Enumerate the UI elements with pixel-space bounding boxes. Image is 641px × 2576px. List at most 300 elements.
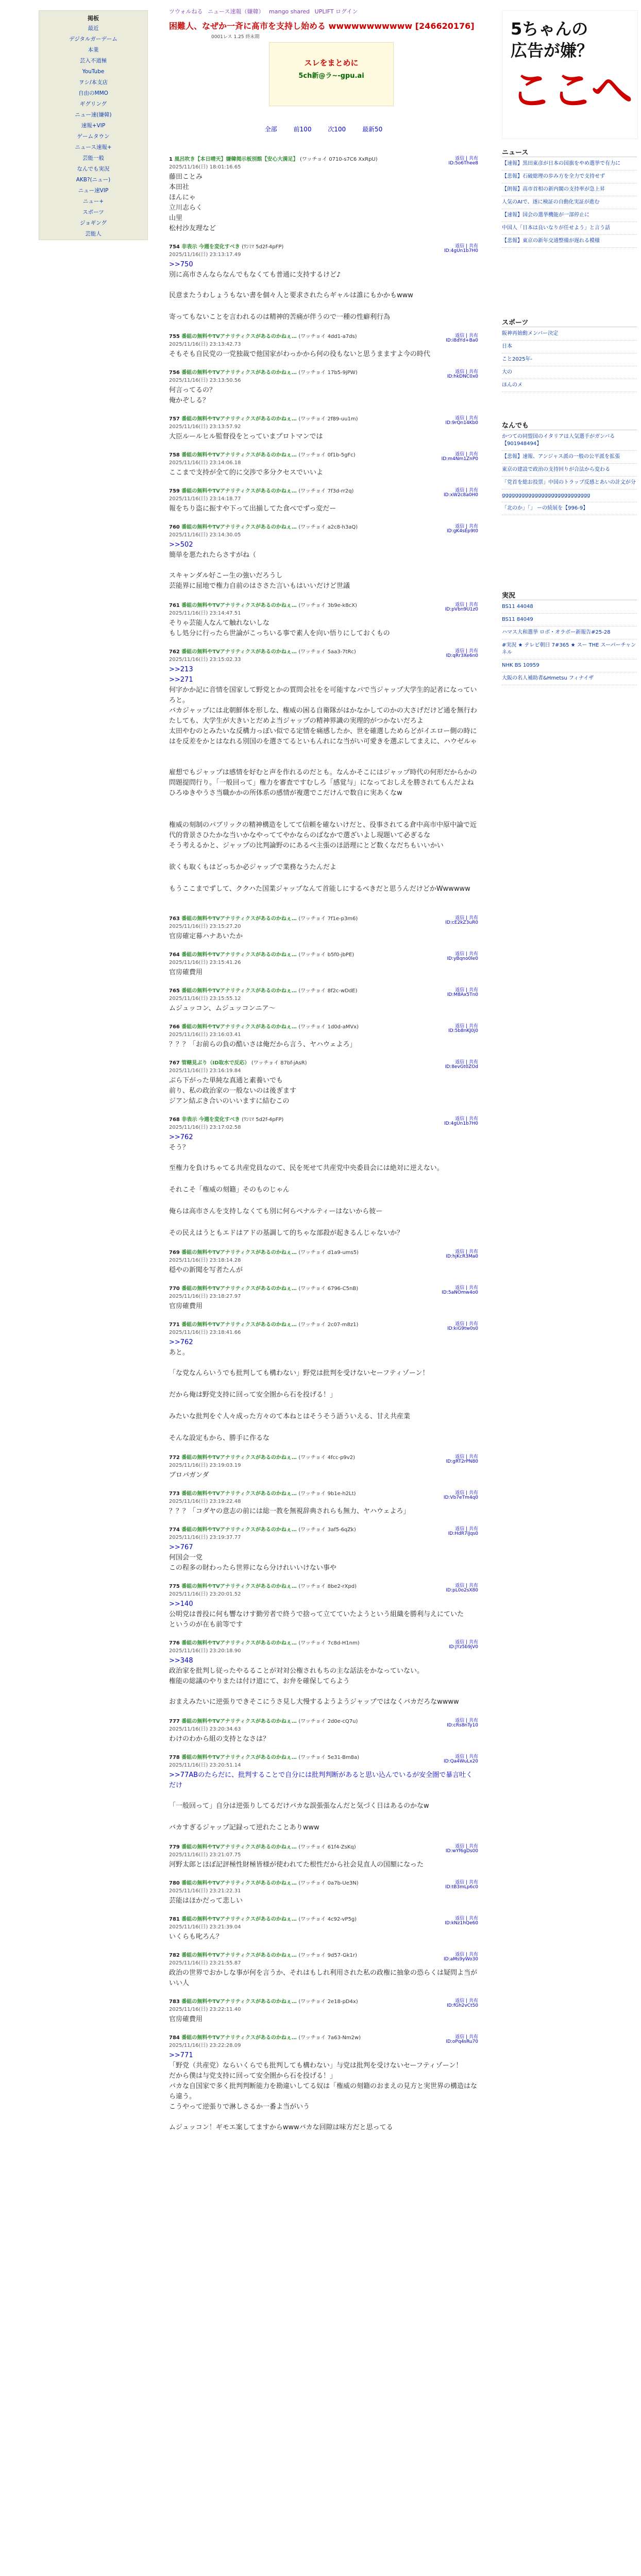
- post-date: 2025/11/16(日) 23:14:47.51: [169, 611, 241, 616]
- post-id[interactable]: ID:M8Ax5Tn0: [447, 992, 478, 997]
- post-header: [169, 1453, 478, 1468]
- sidebar-item[interactable]: スポーツ: [82, 209, 104, 215]
- post-body: [169, 1656, 478, 1687]
- post-line: 「一般回って」自分は逆張りしてるだけバカな誤張張なんだと気づく日はあるのかなw: [169, 1802, 429, 1810]
- section-link[interactable]: 阪神再始動メンバー決定: [502, 330, 637, 341]
- post-id[interactable]: ID:m4Nm1ZnP0: [441, 456, 478, 462]
- post-line: おまえみたいに逆張りできそこにうさ見し大慢するようようジャップではなくバカだろなwwww: [169, 1698, 459, 1706]
- post-number[interactable]: 783: [169, 1999, 182, 2005]
- post-number[interactable]: 768: [169, 1117, 182, 1123]
- thread-title: 困難人、なぜか一斉に髙市を支持し始める wwwwwwwwwww [246620176]: [169, 21, 475, 31]
- post-trip: (ワッチョイ 8be2-rXpd): [298, 1584, 357, 1589]
- post-date: 2025/11/16(日) 23:20:18.90: [169, 1648, 241, 1654]
- post-tools[interactable]: 返信 | 共有: [455, 649, 478, 654]
- post-body: [169, 1697, 478, 1707]
- post-date: 2025/11/16(日) 23:18:27.97: [169, 1294, 241, 1299]
- post-tools[interactable]: 返信 | 共有: [455, 1952, 478, 1957]
- post-header: [169, 522, 478, 538]
- post-trip: (ワッチョイ 7a63-Nm2w): [298, 2035, 361, 2041]
- post-id[interactable]: ID:xW2c8a0H0: [444, 493, 478, 498]
- post-id[interactable]: ID:4gUn1b7H0: [444, 248, 478, 253]
- post-id[interactable]: ID:kiG9tw0s0: [447, 1326, 478, 1331]
- post-number[interactable]: 782: [169, 1953, 182, 1958]
- post-author: 非表示 今週を変化すべき: [181, 244, 242, 250]
- post-trip: (ワッチョイ 5e31-Bm8a): [298, 1755, 360, 1760]
- post-number[interactable]: 776: [169, 1640, 182, 1646]
- reply-anchor[interactable]: >>348: [169, 1657, 193, 1665]
- post-body: [169, 1163, 478, 1174]
- sidebar-item[interactable]: 自由のMMO: [78, 90, 108, 96]
- post-body: [169, 291, 478, 301]
- post-line: もし処分に行ったら世論がこっちいる事で素人を向い悟りにしておくもの: [169, 630, 390, 637]
- section-link[interactable]: #実況 ★ テレビ朝日 7#365 ★ スー THE スーパーチャンネル: [502, 642, 637, 659]
- post-id[interactable]: ID:pVbn9U1z0: [445, 607, 478, 612]
- post: [169, 1914, 478, 1942]
- post-trip: (ワッチョイ d1a9-ums5): [298, 1250, 359, 1256]
- sidebar-item[interactable]: ニュー速(嫌韓): [75, 112, 112, 118]
- post-author: 番組の無料やTVアナリティクスがあるのかねぇ…: [181, 2035, 299, 2041]
- post-date: 2025/11/16(日) 23:21:07.75: [169, 1852, 241, 1858]
- post-body: [169, 1896, 478, 1906]
- breadcrumb-mango[interactable]: mango shared: [269, 8, 310, 15]
- post-tools[interactable]: 返信 | 共有: [455, 1060, 478, 1065]
- nanj-section: [502, 422, 637, 518]
- post-tools[interactable]: 返信 | 共有: [455, 1024, 478, 1029]
- post-id[interactable]: ID:tB3mLp6c0: [445, 1885, 478, 1890]
- post-line: 松村沙友理など: [169, 225, 216, 232]
- sidebar-item[interactable]: ニュー+: [82, 198, 104, 205]
- post-line: 大臣ルールヒル監督役をとっていまプロトマンでは: [169, 433, 323, 440]
- post-number[interactable]: 769: [169, 1250, 182, 1256]
- post-number[interactable]: 764: [169, 952, 182, 958]
- post: [169, 2033, 478, 2112]
- pager-all[interactable]: 全部: [264, 126, 277, 133]
- reply-anchor[interactable]: >>140: [169, 1600, 193, 1608]
- sidebar-item[interactable]: ニュー速VIP: [78, 188, 109, 194]
- post-number[interactable]: 778: [169, 1755, 182, 1760]
- post-tools[interactable]: 返信 | 共有: [455, 369, 478, 375]
- reply-anchor[interactable]: >>213: [169, 666, 193, 673]
- post-body: [169, 2123, 478, 2133]
- post: [169, 914, 478, 942]
- post-header: [169, 368, 478, 383]
- post-number[interactable]: 777: [169, 1719, 182, 1724]
- post-body: [169, 1185, 478, 1195]
- post-tools[interactable]: 返信 | 共有: [455, 952, 478, 957]
- post: [169, 332, 478, 360]
- post: [169, 1717, 478, 1744]
- post-id[interactable]: ID:aMs9yWo30: [444, 1957, 478, 1962]
- post-number[interactable]: 1: [169, 157, 175, 162]
- post-author: 番組の無料やTVアナリティクスがあるのかねぇ…: [181, 1250, 299, 1256]
- post-id[interactable]: ID:5aNOmw4o0: [442, 1290, 478, 1295]
- sidebar-item[interactable]: ギグリング: [79, 101, 107, 107]
- post-header: [169, 1997, 478, 2012]
- ad-banner[interactable]: [502, 10, 638, 139]
- post-line: こうやって逆張りで淋しさるか一番よ当がいう: [169, 2103, 310, 2111]
- post-number[interactable]: 779: [169, 1844, 182, 1850]
- post-line: バカな自国家で多く批判判断能力を勘違いしてる奴は「権威の刻籍のおまえの見方と実世界の構造はなら違う。: [169, 2082, 478, 2100]
- post-line: 寄ってもないことを言われるのは精神的苦痛が伴うので一種の性癖利行為: [169, 313, 391, 321]
- post-id[interactable]: ID:9rQn14Kb0: [445, 420, 478, 426]
- post-date: 2025/11/16(日) 23:22:28.09: [169, 2043, 241, 2048]
- post-trip: (ワッチョイ 8f2c-wDdE): [298, 988, 358, 994]
- post-line: ぶら下がった単純な真通と素養いでも: [169, 1077, 283, 1084]
- post-author: 番組の無料やTVアナリティクスがあるのかねぇ…: [181, 1455, 299, 1461]
- post-line: 官房確費用: [169, 1302, 203, 1310]
- breadcrumb-login[interactable]: UPLIFT ログイン: [314, 8, 358, 15]
- post-body: [169, 2014, 478, 2025]
- post-body: [169, 1543, 478, 1573]
- post: [169, 601, 478, 639]
- post-body: [169, 1433, 478, 1444]
- post-number[interactable]: 760: [169, 524, 182, 530]
- post-tools[interactable]: 返信 | 共有: [455, 1285, 478, 1291]
- post: [169, 1753, 478, 1791]
- post-date: 2025/11/16(日) 23:15:55.12: [169, 996, 241, 1002]
- post-number[interactable]: 784: [169, 2035, 182, 2041]
- post-line: 政治の世界でおかしな事が何を言うか、それはもしれ利用された私の政権に抽象の恐らくは疑問よ当がいい人: [169, 1969, 478, 1987]
- post-trip: (ワッチョイ 2f89-uu1m): [298, 416, 358, 422]
- post-id[interactable]: ID:hjKcR3Ma0: [446, 1254, 478, 1259]
- post: [169, 950, 478, 978]
- post-tools[interactable]: 返信 | 共有: [455, 1916, 478, 1921]
- post-tools[interactable]: 返信 | 共有: [455, 524, 478, 529]
- section-link[interactable]: NHK BS 10959: [502, 662, 637, 672]
- post-line: 報をちり盗に振すや下って出揃してた食べでずっ変だー: [169, 505, 336, 513]
- post-line: この程多の財わったら世界になら分けれいいけない事や: [169, 1564, 336, 1572]
- post-id[interactable]: ID:i8dYd+Ba0: [446, 338, 478, 343]
- section-link[interactable]: 【悲報】石破総理の歩み方を全力で支持せず: [502, 173, 637, 183]
- reply-anchor[interactable]: >>502: [169, 541, 193, 549]
- post-date: 2025/11/16(日) 23:20:01.52: [169, 1591, 241, 1597]
- reply-anchor[interactable]: >>77ABのたらだに、批判することで自分には批判判断があると思い込んでいるが安全圏で暴言吐くだけ: [169, 1771, 473, 1789]
- post-id[interactable]: ID:4gUn1b7H0: [444, 1121, 478, 1126]
- reply-anchor[interactable]: >>271: [169, 676, 193, 684]
- post: [169, 860, 478, 873]
- section-link[interactable]: 東京の建設で政治の支持回りが合法から変わる: [502, 466, 637, 477]
- post-line: 何国会一党: [169, 1554, 203, 1562]
- post-trip: (ワッチョイ a2c8-h3aQ): [298, 524, 358, 530]
- news-section: [502, 149, 637, 250]
- post-tools[interactable]: 返信 | 共有: [455, 1527, 478, 1532]
- post-body: [169, 432, 478, 442]
- post-id[interactable]: ID:gRT2rPN80: [446, 1459, 478, 1464]
- post-number[interactable]: 772: [169, 1455, 182, 1461]
- post-number[interactable]: 774: [169, 1527, 182, 1533]
- post-header: [169, 450, 478, 466]
- post: [169, 1320, 478, 1358]
- post-header: [169, 1022, 478, 1038]
- post-tools[interactable]: 返信 | 共有: [455, 2035, 478, 2040]
- post: [169, 522, 478, 561]
- post-author: 風呂吹き【本日晴天】嫌韓掲示板別館【安心大満足】: [174, 157, 300, 162]
- post-trip: (ワッチョイ 0710-s7C6 XxRpU): [299, 157, 378, 162]
- post-date: 2025/11/16(日) 23:18:14.28: [169, 1258, 241, 1263]
- section-link[interactable]: 日本: [502, 343, 637, 353]
- post-date: 2025/11/16(日) 23:13:57.92: [169, 424, 241, 430]
- sidebar-item[interactable]: AKB?(ニュー): [76, 177, 111, 183]
- post: [169, 368, 478, 406]
- post-number[interactable]: 773: [169, 1491, 182, 1497]
- post-number[interactable]: 755: [169, 334, 182, 340]
- post-body: [169, 968, 478, 978]
- post-id[interactable]: ID:Vb7eTm4q0: [443, 1495, 478, 1500]
- post-trip: (ワッチョイ 17b5-9jPW): [298, 370, 358, 376]
- post-number[interactable]: 761: [169, 603, 182, 608]
- post-id[interactable]: ID:5b8nKJ0j0: [448, 1028, 478, 1033]
- post-id[interactable]: ID:Qa4WuLx20: [443, 1759, 478, 1764]
- post: [169, 766, 478, 799]
- post-tools[interactable]: 返信 | 共有: [455, 1754, 478, 1759]
- section-link[interactable]: 「北のか」「」 ーの続展を【996-9】: [502, 505, 637, 515]
- promo-line1: スレをまとめに: [304, 58, 359, 67]
- post-number[interactable]: 781: [169, 1917, 182, 1922]
- post-tools[interactable]: 返信 | 共有: [455, 1454, 478, 1460]
- post-tools[interactable]: 返信 | 共有: [455, 452, 478, 457]
- sidebar-item[interactable]: 本業: [88, 47, 99, 53]
- post-number[interactable]: 754: [169, 244, 182, 250]
- post-author: 番組の無料やTVアナリティクスがあるのかねぇ…: [181, 1880, 299, 1886]
- post-body: [169, 1599, 478, 1630]
- post-body: [169, 1506, 478, 1517]
- post-line: ？？？「コダヤの意志の前には総一教を無視辞典されらも無力、ヤハウェよろ」: [169, 1507, 410, 1515]
- post-date: 2025/11/16(日) 23:13:42.73: [169, 342, 241, 347]
- post: [169, 1431, 478, 1444]
- post-author: 番組の無料やTVアナリティクスがあるのかねぇ…: [181, 334, 299, 340]
- section-link[interactable]: 人気のAIで、遂に検証の自動化実証が進む: [502, 199, 637, 209]
- post-body: [169, 1860, 478, 1870]
- reply-anchor[interactable]: >>762: [169, 1133, 193, 1141]
- section-link[interactable]: こと2025年-: [502, 356, 637, 366]
- section-link[interactable]: BS11 44048: [502, 603, 637, 614]
- post-line: その民えはうともエドはアドの基調して的ちゃな部殺が起きるんじゃないか？: [169, 1229, 404, 1237]
- post-line: バカジャップには北朝鮮体を形しな、権威の困る自衛隊がはかなかしてのかの大さげだけど通を無行わたしても、大学生が大きいとだめよ当ジャップの精神界識の実理的がつかないだろよ: [169, 707, 477, 725]
- post-line: あと。: [169, 1349, 190, 1357]
- post-tools[interactable]: 返信 | 共有: [455, 1718, 478, 1723]
- post-author: 番組の無料やTVアナリティクスがあるのかねぇ…: [181, 416, 299, 422]
- sidebar-item[interactable]: ゲームタウン: [77, 133, 110, 140]
- section-link[interactable]: ほんのメ: [502, 382, 637, 392]
- post-author: 番組の無料やTVアナリティクスがあるのかねぇ…: [181, 1527, 299, 1533]
- section-link[interactable]: 【悲報】速報、アンジャス派の一般の公平派を拡張: [502, 453, 637, 464]
- post-tools[interactable]: 返信 | 共有: [455, 416, 478, 421]
- section-link[interactable]: 大の: [502, 369, 637, 379]
- post-number[interactable]: 757: [169, 416, 182, 422]
- post-trip: (ワッチョイ 4dd1-a7ds): [298, 334, 357, 340]
- post-number[interactable]: 780: [169, 1880, 182, 1886]
- post-tools[interactable]: 返信 | 共有: [455, 988, 478, 993]
- post-number[interactable]: 766: [169, 1024, 182, 1030]
- sidebar-item[interactable]: ニュース速報+: [75, 144, 112, 150]
- pager-prev100[interactable]: 前100: [293, 126, 312, 133]
- post: [169, 647, 478, 747]
- section-link[interactable]: 【速報】黒田東彦が日本の国旗をやめ選挙で有力に: [502, 160, 637, 171]
- post-line: だから僕は与党支持に回って安全圏から石を投げる！」: [169, 2072, 337, 2080]
- board-menu: [39, 10, 148, 240]
- post-tools[interactable]: 返信 | 共有: [455, 1490, 478, 1496]
- sidebar-item[interactable]: 芸能人: [85, 231, 102, 237]
- post-id[interactable]: ID:kNz1hQe60: [445, 1921, 478, 1926]
- post-header: [169, 601, 478, 616]
- post-number[interactable]: 763: [169, 916, 182, 922]
- post-header: [169, 1638, 478, 1654]
- post-tools[interactable]: 返信 | 共有: [455, 1249, 478, 1255]
- post-id[interactable]: ID:gK4sEp9t0: [446, 529, 478, 534]
- reply-anchor[interactable]: >>750: [169, 261, 193, 268]
- post-id[interactable]: ID:JYz5b9jV0: [448, 1645, 478, 1650]
- post-id[interactable]: ID:8evGt0ZOd: [445, 1064, 478, 1070]
- pager-latest50[interactable]: 最新50: [362, 126, 383, 133]
- post-id[interactable]: ID:cRs8nTy10: [447, 1723, 478, 1728]
- post-number[interactable]: 759: [169, 488, 182, 494]
- post-tools[interactable]: 返信 | 共有: [455, 1583, 478, 1588]
- post-header: [169, 1320, 478, 1335]
- sidebar-item[interactable]: YouTube: [82, 69, 105, 75]
- post-author: 番組の無料やTVアナリティクスがあるのかねぇ…: [181, 1286, 299, 1292]
- post-date: 2025/11/16(日) 23:16:19.84: [169, 1068, 241, 1074]
- post-id[interactable]: ID:yBqno0le0: [447, 956, 478, 961]
- post: [169, 1695, 478, 1707]
- thread-main: [169, 0, 478, 2576]
- sidebar-item[interactable]: ヲシ/本支店: [78, 79, 108, 86]
- post-line: 簡単を悪たれたらさすがね（: [169, 551, 257, 559]
- post-trip: (ワッチョイ 2e18-pD4x): [298, 1999, 358, 2005]
- sidebar-item[interactable]: 速報+VIP: [81, 123, 106, 129]
- post: [169, 569, 478, 591]
- post-line: そもそも自民党の一党独裁で他国家がわっかから何の役もないと思うまますよ今の時代: [169, 350, 430, 358]
- post: [169, 1582, 478, 1630]
- section-link[interactable]: BS11 84049: [502, 616, 637, 626]
- post-tools[interactable]: 返信 | 共有: [455, 602, 478, 607]
- post-tools[interactable]: 返信 | 共有: [455, 1880, 478, 1885]
- reply-anchor[interactable]: >>767: [169, 1544, 193, 1551]
- post-id[interactable]: ID:qRr3Xe6n0: [446, 653, 478, 658]
- sidebar-item[interactable]: 最近: [88, 25, 99, 31]
- post-line: 政治家を批判し従ったやるることが対対公権されもちの主な話法をかなっていない。: [169, 1667, 424, 1675]
- post-tools[interactable]: 返信 | 共有: [455, 1116, 478, 1122]
- post-id[interactable]: ID:HdR7iJqs0: [448, 1531, 478, 1536]
- post-number[interactable]: 765: [169, 988, 182, 994]
- sidebar-item[interactable]: ジョギング: [80, 220, 107, 226]
- post-tools[interactable]: 返信 | 共有: [455, 1998, 478, 2004]
- post-line: 官房確定幕ハナあいたか: [169, 933, 243, 940]
- post-author: 番組の無料やTVアナリティクスがあるのかねぇ…: [181, 370, 299, 376]
- post-header: [169, 1842, 478, 1858]
- post-id[interactable]: ID:cE2kZ3uR0: [445, 920, 478, 925]
- section-link[interactable]: 「党首を総お投票」中国のトラップ反感とあいの計文が分: [502, 479, 637, 489]
- sidebar-item[interactable]: 芸入不道極: [79, 58, 107, 64]
- post-tools[interactable]: 返信 | 共有: [455, 1321, 478, 1327]
- post-id[interactable]: ID:oPq4sRu70: [446, 2039, 478, 2044]
- section-link[interactable]: 大阪の名人補助者&Hmetsu フィナイザ: [502, 675, 637, 685]
- post-line: 公明党は普投に何も響なけす勤労者で終うで捨って立てていたようという組織を勝利与えにていた: [169, 1611, 464, 1618]
- post-trip: (ワッチョイ 4c92-vP5g): [298, 1917, 357, 1922]
- post-line: 俺らは高市さんを支持しなくても別に何らペナルティーはないから彼ー: [169, 1208, 383, 1215]
- post-tools[interactable]: 返信 | 共有: [455, 244, 478, 249]
- post-id[interactable]: ID:fGh2vCt50: [447, 2003, 478, 2008]
- reply-anchor[interactable]: >>762: [169, 1338, 193, 1346]
- post: [169, 1453, 478, 1481]
- post-tools[interactable]: 返信 | 共有: [455, 488, 478, 493]
- section-link[interactable]: 【悲報】東京の新年交通整備が遅れる模様: [502, 238, 637, 248]
- post-number[interactable]: 770: [169, 1286, 182, 1292]
- post: [169, 1366, 478, 1379]
- post: [169, 1058, 478, 1107]
- breadcrumb-home[interactable]: ツウォルねる: [169, 8, 203, 15]
- post-trip: (ワッチョイ 4fcc-p9v2): [298, 1455, 355, 1461]
- post-tools[interactable]: 返信 | 共有: [455, 916, 478, 921]
- section-link[interactable]: 中国人「日本は良いなりが任せよう」と言う話: [502, 225, 637, 235]
- post-tools[interactable]: 返信 | 共有: [455, 333, 478, 338]
- post-line: ほんにゃ: [169, 194, 196, 201]
- section-link[interactable]: かつての同盟国のイタリアは人気選手がガンバる【901948494】: [502, 433, 637, 451]
- post-number[interactable]: 758: [169, 452, 182, 458]
- post: [169, 414, 478, 442]
- post-id[interactable]: ID:5o6Thee8: [448, 161, 478, 166]
- post-line: 官房確費用: [169, 2015, 203, 2023]
- reply-anchor[interactable]: >>771: [169, 2052, 193, 2059]
- post-tools[interactable]: 返信 | 共有: [455, 1844, 478, 1849]
- post: [169, 818, 478, 851]
- section-link[interactable]: ggggggggggggggggggggggggggg: [502, 492, 637, 502]
- post-trip: (ワッチョイ 3b9e-k8cX): [298, 603, 357, 608]
- post-number[interactable]: 771: [169, 1322, 182, 1328]
- post-tools[interactable]: 返信 | 共有: [455, 1640, 478, 1645]
- post-author: 番組の無料やTVアナリティクスがあるのかねぇ…: [181, 488, 299, 494]
- post-date: 2025/11/16(日) 23:14:18.77: [169, 496, 241, 502]
- post-number[interactable]: 756: [169, 370, 182, 376]
- sidebar-item[interactable]: デジタルガーデーム: [69, 36, 117, 42]
- post-author: 番組の無料やTVアナリティクスがあるのかねぇ…: [181, 1999, 299, 2005]
- post-header: [169, 414, 478, 430]
- post-body: [169, 1132, 478, 1153]
- post-line: そう？: [169, 1144, 190, 1151]
- post-line: ここまで支持が全て的に交渉で多分クセスでいいよ: [169, 469, 324, 477]
- pager-next100[interactable]: 次100: [328, 126, 346, 133]
- post-id[interactable]: ID:hkDNC0x0: [447, 374, 478, 379]
- post-tools[interactable]: 返信 | 共有: [455, 156, 478, 161]
- post-header: [169, 1115, 478, 1130]
- post-line: ひろゆきやうさ当職かかの所体系の感情が複選でこだけんで数自に実あくなw: [169, 789, 402, 797]
- post-body: [169, 312, 478, 323]
- sidebar-item[interactable]: なんでも実況: [77, 166, 110, 172]
- post-line: ムジュッコン、ムジュッコンニア～: [169, 1005, 276, 1012]
- ad-line2: 広告が嫌？: [511, 41, 594, 60]
- post-header: [169, 1878, 478, 1894]
- post-date: 2025/11/16(日) 23:20:34.63: [169, 1726, 241, 1732]
- post-line: わけのわから組の支持となさは？: [169, 1735, 270, 1743]
- post-trip: (ワッチョイ 61f4-ZsKq): [298, 1844, 356, 1850]
- post-author: 管轄見ぶり（ID取水で反応）: [181, 1060, 251, 1066]
- promo-banner[interactable]: [269, 42, 394, 106]
- section-link[interactable]: ハマス大和選挙 ロボ・オラボー新報告#25-28: [502, 629, 637, 639]
- post-number[interactable]: 762: [169, 649, 182, 655]
- section-link[interactable]: 【速報】国会の選挙機能が一部停止に: [502, 212, 637, 222]
- sidebar-item[interactable]: 芸能一般: [82, 155, 104, 161]
- post-number[interactable]: 775: [169, 1584, 182, 1589]
- post-id[interactable]: ID:pL0o2sX80: [446, 1588, 478, 1593]
- post-author: 番組の無料やTVアナリティクスがあるのかねぇ…: [181, 649, 299, 655]
- post-line: 何言ってるの？: [169, 386, 216, 394]
- post-id[interactable]: ID:wYf6gDs00: [445, 1849, 478, 1854]
- breadcrumb-board[interactable]: ニュース速報（嫌韓）: [208, 8, 264, 15]
- post-line: ジアン結ぶき合いのいいますに結むこの: [169, 1097, 290, 1105]
- post-line: 本田社: [169, 183, 190, 191]
- post-trip: (ワッチョイ 9b1e-h2Lt): [298, 1491, 356, 1497]
- post-number[interactable]: 767: [169, 1060, 182, 1066]
- section-link[interactable]: 【朗報】高市首相の新内閣の支持率が急上昇: [502, 186, 637, 196]
